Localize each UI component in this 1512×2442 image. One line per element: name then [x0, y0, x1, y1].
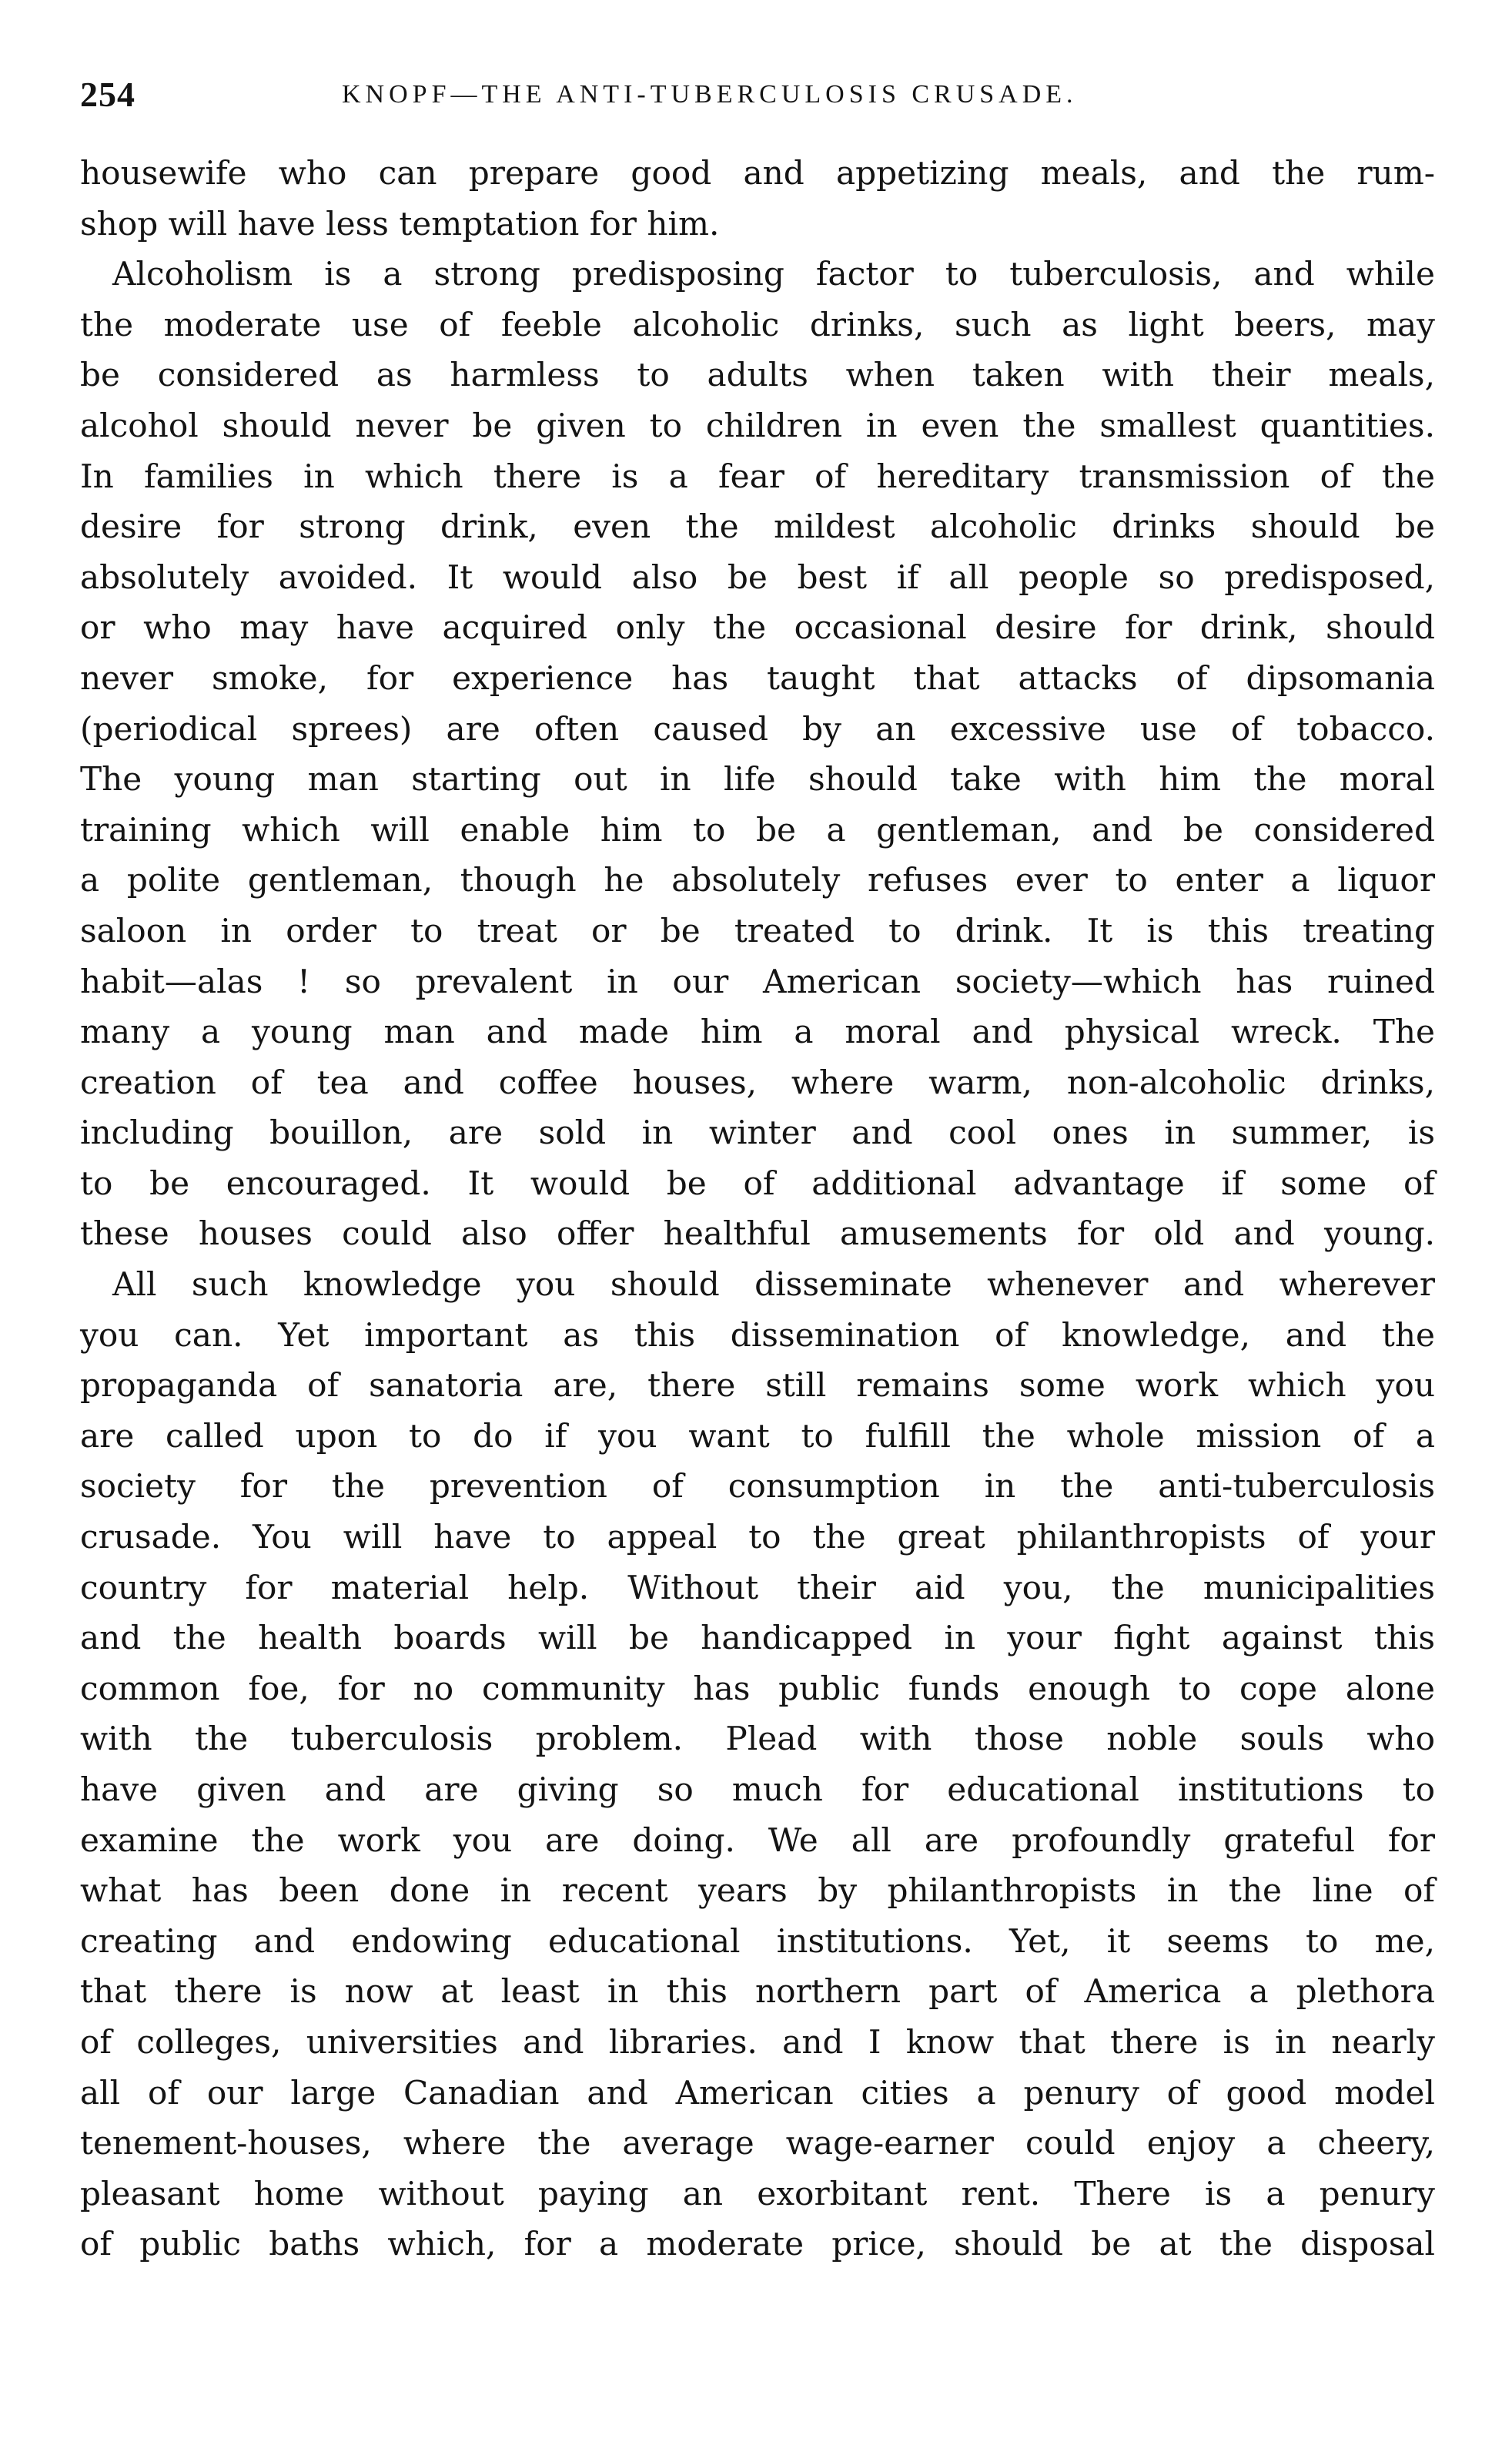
- text-line: creation of tea and coffee houses, where warm, non-alcoholic drinks,: [80, 1063, 1435, 1101]
- text-line: desire for strong drink, even the mildest alcoholic drinks should be: [80, 507, 1435, 546]
- text-line: saloon in order to treat or be treated to drink. It is this treating: [80, 911, 1435, 950]
- text-line: (periodical sprees) are often caused by an excessive use of tobacco.: [80, 709, 1435, 748]
- text-line: with the tuberculosis problem. Plead with those noble souls who: [80, 1720, 1435, 1758]
- text-line: and the health boards will be handicapped in your fight against this: [80, 1619, 1435, 1657]
- text-line: or who may have acquired only the occasional desire for drink, should: [80, 608, 1435, 647]
- text-line: housewife who can prepare good and appetizing meals, and the rum-: [80, 154, 1435, 192]
- running-head: KNOPF—THE ANTI-TUBERCULOSIS CRUSADE.: [342, 80, 1078, 109]
- text-line: habit—alas ! so prevalent in our American society—which has ruined: [80, 962, 1435, 1000]
- text-line: of public baths which, for a moderate price, should be at the disposal: [80, 2225, 1435, 2263]
- text-line: many a young man and made him a moral and physical wreck. The: [80, 1013, 1435, 1051]
- text-line: including bouillon, are sold in winter and cool ones in summer, is: [80, 1114, 1435, 1152]
- text-line: country for material help. Without their aid you, the municipalities: [80, 1568, 1435, 1606]
- text-line: propaganda of sanatoria are, there still remains some work which you: [80, 1366, 1435, 1405]
- text-line: never smoke, for experience has taught that attacks of dipsomania: [80, 658, 1435, 697]
- book-page: [80, 74, 1435, 2269]
- text-line: creating and endowing educational institutions. Yet, it seems to me,: [80, 1921, 1435, 1960]
- text-line: what has been done in recent years by philanthropists in the line of: [80, 1871, 1435, 1910]
- text-line: you can. Yet important as this dissemination of knowledge, and the: [80, 1315, 1435, 1354]
- text-line: these houses could also offer healthful amusements for old and young.: [80, 1214, 1435, 1253]
- paragraph: [80, 1259, 1435, 2269]
- text-line: The young man starting out in life should take with him the moral: [80, 760, 1435, 799]
- text-line: have given and are giving so much for educational institutions to: [80, 1770, 1435, 1808]
- paragraph: [80, 249, 1435, 1259]
- text-line: alcohol should never be given to children in even the smallest quantities.: [80, 406, 1435, 444]
- text-line: pleasant home without paying an exorbitant rent. There is a penury: [80, 2174, 1435, 2213]
- page-number: 254: [80, 75, 135, 114]
- text-line: society for the prevention of consumption in the anti-tuberculosis: [80, 1467, 1435, 1506]
- text-line: shop will have less temptation for him.: [80, 204, 720, 243]
- text-line: absolutely avoided. It would also be best if all people so predisposed,: [80, 558, 1435, 596]
- text-line: all of our large Canadian and American cities a penury of good model: [80, 2073, 1435, 2112]
- text-line: the moderate use of feeble alcoholic drinks, such as light beers, may: [80, 305, 1435, 343]
- text-line: Alcoholism is a strong predisposing factor to tuberculosis, and while: [112, 255, 1435, 293]
- text-line: a polite gentleman, though he absolutely refuses ever to enter a liquor: [80, 861, 1435, 899]
- text-line: training which will enable him to be a gentleman, and be considered: [80, 810, 1435, 849]
- text-line: tenement-houses, where the average wage-earner could enjoy a cheery,: [80, 2124, 1435, 2162]
- text-line: In families in which there is a fear of hereditary transmission of the: [80, 457, 1435, 495]
- page-header: [80, 74, 1435, 120]
- text-line: be considered as harmless to adults when taken with their meals,: [80, 356, 1435, 394]
- text-line: are called upon to do if you want to fulfill the whole mission of a: [80, 1416, 1435, 1455]
- text-line: to be encouraged. It would be of additional advantage if some of: [80, 1164, 1435, 1202]
- text-line: of colleges, universities and libraries. and I know that there is in nearly: [80, 2022, 1435, 2061]
- text-line: common foe, for no community has public funds enough to cope alone: [80, 1669, 1435, 1707]
- paragraph: [80, 148, 1435, 249]
- text-line: All such knowledge you should disseminate whenever and wherever: [112, 1265, 1435, 1304]
- body-text: [80, 148, 1435, 2269]
- text-line: crusade. You will have to appeal to the great philanthropists of your: [80, 1518, 1435, 1556]
- text-line: that there is now at least in this northern part of America a plethora: [80, 1972, 1435, 2011]
- text-line: examine the work you are doing. We all are profoundly grateful for: [80, 1821, 1435, 1859]
